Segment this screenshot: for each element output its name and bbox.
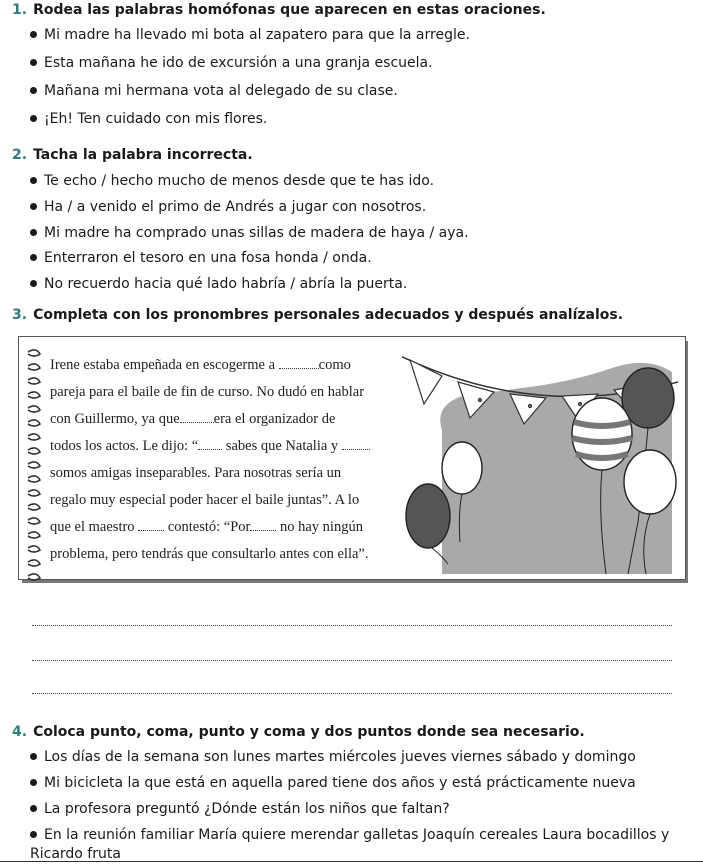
story-text: contestó: “Por — [164, 519, 251, 535]
q2-item-text: Mi madre ha comprado unas sillas de madera de haya / aya. — [44, 225, 469, 241]
story-text: sabes que Natalia y — [222, 438, 342, 454]
q3-number: 3. — [12, 307, 28, 323]
q4-item-text: En la reunión familiar María quiere merendar galletas Joaquín cereales Laura bocadillos y — [44, 827, 670, 843]
q2-item — [30, 172, 434, 190]
q3-title — [12, 307, 623, 323]
spiral-binding-icon — [24, 346, 44, 582]
party-balloons-illustration — [402, 342, 678, 574]
answer-blank[interactable] — [279, 357, 319, 369]
answer-blank[interactable] — [342, 438, 370, 450]
q1-title-text: Rodea las palabras homófonas que aparecen en estas oraciones. — [33, 2, 546, 18]
story-line — [50, 492, 359, 509]
q2-title-text: Tacha la palabra incorrecta. — [33, 147, 253, 163]
bullet-icon — [30, 753, 37, 760]
story-line — [50, 384, 364, 401]
story-line — [50, 438, 370, 455]
q4-number: 4. — [12, 724, 28, 740]
q1-item — [30, 54, 433, 72]
bullet-icon — [30, 59, 37, 66]
q1-number: 1. — [12, 2, 28, 18]
q4-item-continuation: Ricardo fruta — [30, 846, 121, 862]
q1-item — [30, 82, 398, 100]
answer-line[interactable] — [32, 693, 672, 694]
q1-item-text: ¡Eh! Ten cuidado con mis flores. — [44, 111, 268, 127]
story-line — [50, 465, 341, 482]
bullet-icon — [30, 115, 37, 122]
q2-item — [30, 249, 372, 267]
q1-title — [12, 2, 546, 18]
q2-item — [30, 224, 469, 242]
story-text: que el maestro — [50, 519, 139, 535]
q1-item-text: Esta mañana he ido de excursión a una granja escuela. — [44, 55, 433, 71]
q4-item — [30, 748, 636, 766]
q1-item-text: Mi madre ha llevado mi bota al zapatero para que la arregle. — [44, 27, 470, 43]
q1-item — [30, 26, 470, 44]
story-text: somos amigas inseparables. Para nosotras sería un — [50, 465, 342, 481]
bullet-icon — [30, 831, 37, 838]
q2-item-text: Ha / a venido el primo de Andrés a jugar con nosotros. — [44, 199, 427, 215]
q4-item — [30, 826, 669, 844]
story-text: pareja para el baile de fin de curso. No dudó en hablar — [50, 384, 365, 400]
story-text: como — [318, 357, 351, 373]
q2-number: 2. — [12, 147, 28, 163]
bullet-icon — [30, 280, 37, 287]
story-line — [50, 546, 368, 563]
q1-item-text: Mañana mi hermana vota al delegado de su clase. — [44, 83, 398, 99]
q4-title — [12, 724, 585, 740]
story-line — [50, 357, 351, 374]
story-text: regalo muy especial poder hacer el baile juntas”. A lo — [50, 492, 360, 508]
q2-title — [12, 147, 253, 163]
q2-item-text: Te echo / hecho mucho de menos desde que te has ido. — [44, 173, 435, 189]
bullet-icon — [30, 254, 37, 261]
q4-item-text: La profesora preguntó ¿Dónde están los niños que faltan? — [44, 801, 450, 817]
answer-blank[interactable] — [198, 438, 222, 450]
q2-item-text: Enterraron el tesoro en una fosa honda / onda. — [44, 250, 372, 266]
bullet-icon — [30, 805, 37, 812]
story-text: problema, pero tendrás que consultarlo antes con ella”. — [50, 546, 369, 562]
story-text: era el organizador de — [213, 411, 336, 427]
story-line — [50, 411, 335, 428]
answer-blank[interactable] — [180, 411, 214, 423]
q2-item-text: No recuerdo hacia qué lado habría / abría la puerta. — [44, 276, 408, 292]
story-text: Irene estaba empeñada en escogerme a — [50, 357, 279, 373]
story-text: con Guillermo, ya que — [50, 411, 180, 427]
q4-item-text: Los días de la semana son lunes martes miércoles jueves viernes sábado y domingo — [44, 749, 636, 765]
q2-item — [30, 198, 426, 216]
q4-item-text: Mi bicicleta la que está en aquella pared tiene dos años y está prácticamente nueva — [44, 775, 636, 791]
answer-line[interactable] — [32, 660, 672, 661]
answer-blank[interactable] — [250, 519, 276, 531]
bullet-icon — [30, 203, 37, 210]
bullet-icon — [30, 87, 37, 94]
bullet-icon — [30, 779, 37, 786]
bullet-icon — [30, 229, 37, 236]
q4-item — [30, 774, 636, 792]
story-text: no hay ningún — [276, 519, 363, 535]
answer-line[interactable] — [32, 625, 672, 626]
q4-item — [30, 800, 450, 818]
story-line — [50, 519, 363, 536]
q2-item — [30, 275, 407, 293]
page-bottom-rule — [0, 861, 703, 862]
story-text: todos los actos. Le dijo: “ — [50, 438, 199, 454]
q4-title-text: Coloca punto, coma, punto y coma y dos puntos donde sea necesario. — [33, 724, 585, 740]
bullet-icon — [30, 31, 37, 38]
q3-title-text: Completa con los pronombres personales adecuados y después analízalos. — [33, 307, 624, 323]
bullet-icon — [30, 177, 37, 184]
q1-item — [30, 110, 267, 128]
answer-blank[interactable] — [138, 519, 164, 531]
